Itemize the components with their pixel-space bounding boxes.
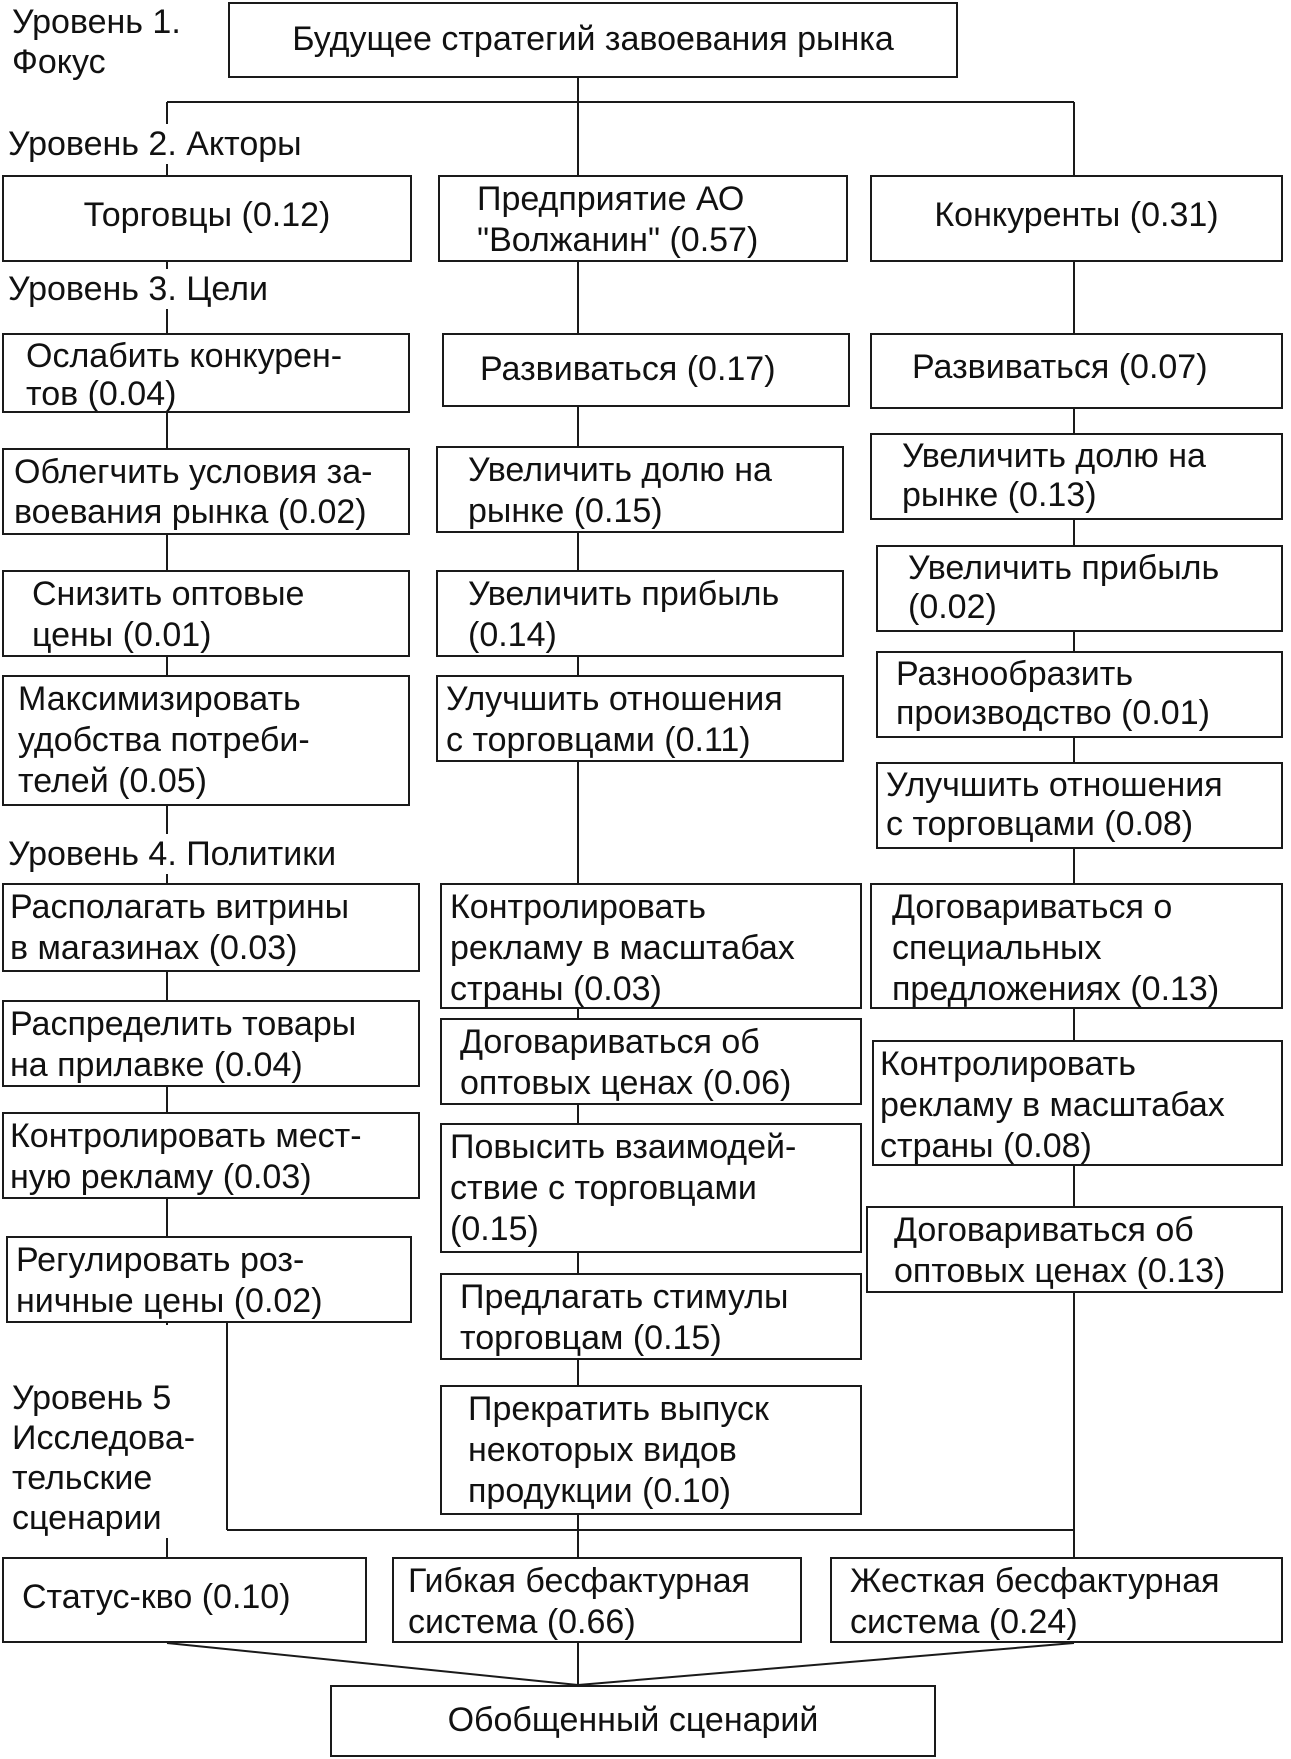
actor-traders: Торговцы (0.12) xyxy=(2,175,412,262)
policy-national-advertising-enterprise: Контролировать рекламу в масштабах страны (0.03) xyxy=(440,883,862,1009)
scenario-rigid-invoiceless: Жесткая бесфактурная система (0.24) xyxy=(830,1557,1283,1643)
scenario-flexible-invoiceless: Гибкая бесфактурная система (0.66) xyxy=(392,1557,802,1643)
level-3-label: Уровень 3. Цели xyxy=(8,270,268,308)
policy-incentives-for-traders: Предлагать стимулы торговцам (0.15) xyxy=(440,1273,862,1360)
scenario-status-quo: Статус-кво (0.10) xyxy=(2,1557,367,1643)
goal-improve-relations-enterprise: Улучшить отношения с торговцами (0.11) xyxy=(436,675,844,762)
goal-reduce-wholesale-prices: Снизить оптовые цены (0.01) xyxy=(2,570,410,657)
goal-develop-competitors: Развиваться (0.07) xyxy=(870,333,1283,409)
goal-diversify-production: Разнообразить производство (0.01) xyxy=(876,651,1283,738)
level-2-label: Уровень 2. Акторы xyxy=(8,125,302,163)
goal-develop-enterprise: Развиваться (0.17) xyxy=(442,333,850,407)
goal-increase-share-enterprise: Увеличить долю на рынке (0.15) xyxy=(436,446,844,533)
goal-increase-profit-competitors: Увеличить прибыль (0.02) xyxy=(876,545,1283,632)
goal-weaken-competitors: Ослабить конкурен- тов (0.04) xyxy=(2,333,410,413)
policy-wholesale-prices-enterprise: Договариваться об оптовых ценах (0.06) xyxy=(440,1018,862,1105)
focus-box: Будущее стратегий завоевания рынка xyxy=(228,2,958,78)
policy-distribute-goods: Распределить товары на прилавке (0.04) xyxy=(2,1000,420,1087)
goal-maximize-consumer-convenience: Максимизировать удобства потреби- телей (0.05) xyxy=(2,675,410,806)
goal-increase-profit-enterprise: Увеличить прибыль (0.14) xyxy=(436,570,844,657)
policy-local-advertising: Контролировать мест- ную рекламу (0.03) xyxy=(2,1112,420,1199)
goal-increase-share-competitors: Увеличить долю на рынке (0.13) xyxy=(870,433,1283,520)
level-1-label: Уровень 1. Фокус xyxy=(12,3,181,81)
policy-interaction-with-traders: Повысить взаимодей- ствие с торговцами (0.15) xyxy=(440,1123,862,1253)
goal-improve-relations-competitors: Улучшить отношения с торговцами (0.08) xyxy=(876,762,1283,849)
policy-national-advertising-competitors: Контролировать рекламу в масштабах страны (0.08) xyxy=(872,1040,1283,1166)
goal-ease-conditions: Облегчить условия за- воевания рынка (0.02) xyxy=(2,448,410,535)
policy-store-displays: Располагать витрины в магазинах (0.03) xyxy=(2,883,420,972)
level-4-label: Уровень 4. Политики xyxy=(8,835,337,873)
policy-wholesale-prices-competitors: Договариваться об оптовых ценах (0.13) xyxy=(866,1206,1283,1293)
actor-enterprise: Предприятие АО "Волжанин" (0.57) xyxy=(438,175,848,262)
policy-retail-prices: Регулировать роз- ничные цены (0.02) xyxy=(6,1236,412,1323)
policy-discontinue-products: Прекратить выпуск некоторых видов продукции (0.10) xyxy=(440,1385,862,1515)
level-5-label: Уровень 5 Исследова- тельские сценарии xyxy=(12,1379,196,1537)
actor-competitors: Конкуренты (0.31) xyxy=(870,175,1283,262)
generalized-scenario-box: Обобщенный сценарий xyxy=(330,1685,936,1757)
policy-special-offers: Договариваться о специальных предложениях (0.13) xyxy=(870,883,1283,1009)
